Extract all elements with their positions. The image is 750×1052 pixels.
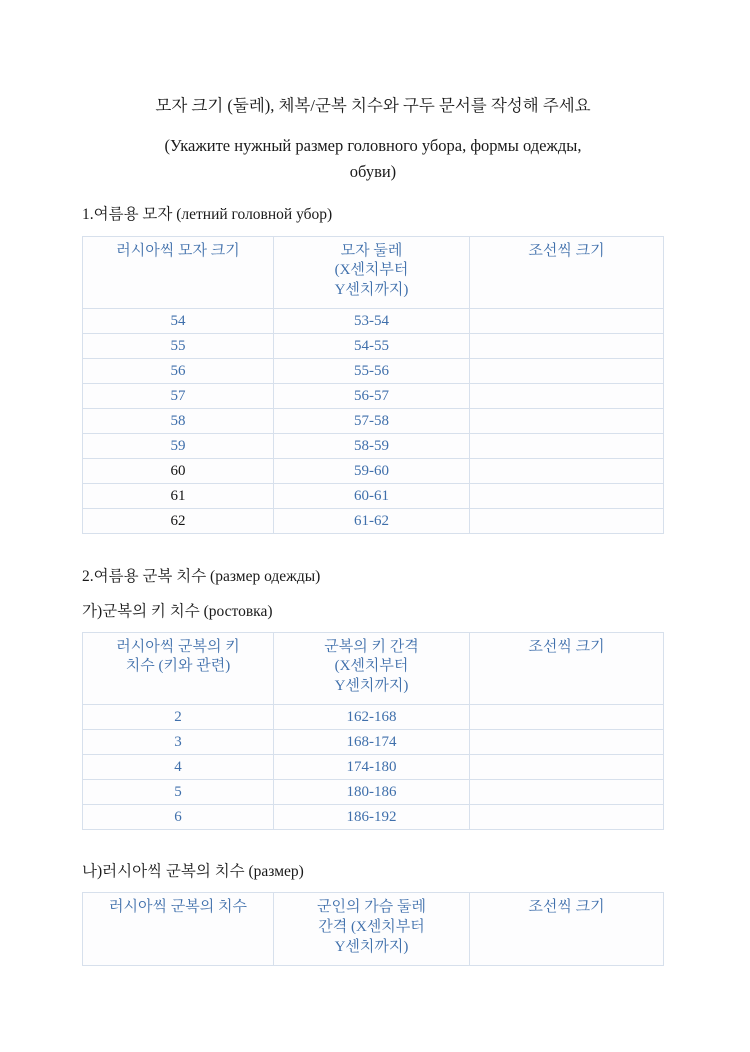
table-row (83, 754, 664, 779)
table-row (83, 484, 664, 509)
column-header-height-range (274, 632, 470, 704)
cell-hat-circumference: 54-55 (274, 334, 470, 359)
cell-korean-size[interactable] (470, 804, 664, 829)
cell-korean-size[interactable] (470, 334, 664, 359)
page-subtitle-line-1: (Укажите нужный размер головного убора, формы одежды, (164, 136, 582, 156)
header-line: 모자 둘레 (340, 242, 403, 259)
header-line: Y센치까지) (334, 678, 409, 695)
table-header-row (83, 236, 664, 308)
header-line: (X센치부터 (334, 262, 409, 279)
table-row (83, 434, 664, 459)
table-header-row (83, 632, 664, 704)
header-line: 군복의 키 간격 (324, 638, 419, 655)
cell-russian-uniform-height: 5 (83, 779, 274, 804)
header-line: 조선씩 크기 (528, 242, 605, 259)
cell-russian-hat-size: 60 (83, 459, 274, 484)
cell-korean-size[interactable] (470, 309, 664, 334)
column-header-russian-uniform-height (83, 632, 274, 704)
cell-russian-uniform-height: 6 (83, 804, 274, 829)
table-row (83, 509, 664, 534)
header-line: 조선씩 크기 (528, 899, 605, 916)
cell-korean-size[interactable] (470, 384, 664, 409)
cell-russian-hat-size: 61 (83, 484, 274, 509)
cell-height-range: 174-180 (274, 754, 470, 779)
page-subtitle-line-2: обуви) (349, 161, 397, 181)
cell-hat-circumference: 58-59 (274, 434, 470, 459)
table-header-row (83, 893, 664, 965)
header-line: (X센치부터 (334, 658, 409, 675)
column-header-korean-size (470, 893, 664, 965)
table-row (83, 779, 664, 804)
header-line: 치수 (키와 관련) (125, 658, 231, 675)
column-header-russian-uniform-size (83, 893, 274, 965)
cell-russian-hat-size: 55 (83, 334, 274, 359)
cell-russian-hat-size: 54 (83, 309, 274, 334)
table-row (83, 334, 664, 359)
header-line: 러시아씩 군복의 치수 (109, 899, 247, 916)
cell-hat-circumference: 55-56 (274, 359, 470, 384)
column-header-hat-circumference (274, 236, 470, 308)
cell-korean-size[interactable] (470, 509, 664, 534)
document-content (82, 0, 664, 966)
header-line: 러시아씩 모자 크기 (116, 242, 240, 259)
cell-russian-uniform-height: 3 (83, 729, 274, 754)
column-header-russian-hat-size (83, 236, 274, 308)
cell-hat-circumference: 57-58 (274, 409, 470, 434)
table-row (83, 729, 664, 754)
cell-russian-hat-size: 58 (83, 409, 274, 434)
cell-korean-size[interactable] (470, 754, 664, 779)
cell-korean-size[interactable] (470, 704, 664, 729)
section-subheading-2b: 나)러시아씩 군복의 치수 (размер) (82, 862, 304, 880)
cell-hat-circumference: 60-61 (274, 484, 470, 509)
header-line: Y센치까지) (334, 282, 409, 299)
column-header-korean-size (470, 632, 664, 704)
section-subheading-2a: 가)군복의 키 치수 (ростовка) (82, 603, 273, 621)
cell-russian-hat-size: 56 (83, 359, 274, 384)
section-heading-1: 1.여름용 모자 (летний головной убор) (82, 206, 333, 224)
cell-height-range: 180-186 (274, 779, 470, 804)
page-subtitle (82, 117, 664, 184)
cell-russian-hat-size: 62 (83, 509, 274, 534)
cell-hat-circumference: 53-54 (274, 309, 470, 334)
cell-korean-size[interactable] (470, 729, 664, 754)
header-line: 간격 (X센치부터 (318, 918, 425, 935)
hat-size-table (82, 236, 664, 534)
cell-korean-size[interactable] (470, 459, 664, 484)
cell-russian-hat-size: 59 (83, 434, 274, 459)
table-row (83, 384, 664, 409)
cell-russian-uniform-height: 4 (83, 754, 274, 779)
cell-korean-size[interactable] (470, 434, 664, 459)
cell-height-range: 168-174 (274, 729, 470, 754)
table-row (83, 309, 664, 334)
table-row (83, 459, 664, 484)
cell-korean-size[interactable] (470, 409, 664, 434)
column-header-chest-range (274, 893, 470, 965)
table-row (83, 704, 664, 729)
header-line: Y센치까지) (334, 938, 409, 955)
header-line: 조선씩 크기 (528, 638, 605, 655)
header-line: 군인의 가슴 둘레 (317, 899, 426, 916)
table-row (83, 804, 664, 829)
cell-korean-size[interactable] (470, 359, 664, 384)
uniform-chest-table (82, 892, 664, 965)
cell-korean-size[interactable] (470, 779, 664, 804)
cell-height-range: 186-192 (274, 804, 470, 829)
section-heading-2: 2.여름용 군복 치수 (размер одежды) (82, 568, 321, 586)
table-row (83, 359, 664, 384)
cell-hat-circumference: 56-57 (274, 384, 470, 409)
table-row (83, 409, 664, 434)
header-line: 러시아씩 군복의 키 (116, 638, 240, 655)
column-header-korean-size (470, 236, 664, 308)
page-title: 모자 크기 (둘레), 체복/군복 치수와 구두 문서를 작성해 주세요 (155, 96, 591, 115)
cell-russian-uniform-height: 2 (83, 704, 274, 729)
uniform-height-table (82, 632, 664, 830)
cell-russian-hat-size: 57 (83, 384, 274, 409)
cell-height-range: 162-168 (274, 704, 470, 729)
cell-korean-size[interactable] (470, 484, 664, 509)
cell-hat-circumference: 61-62 (274, 509, 470, 534)
cell-hat-circumference: 59-60 (274, 459, 470, 484)
